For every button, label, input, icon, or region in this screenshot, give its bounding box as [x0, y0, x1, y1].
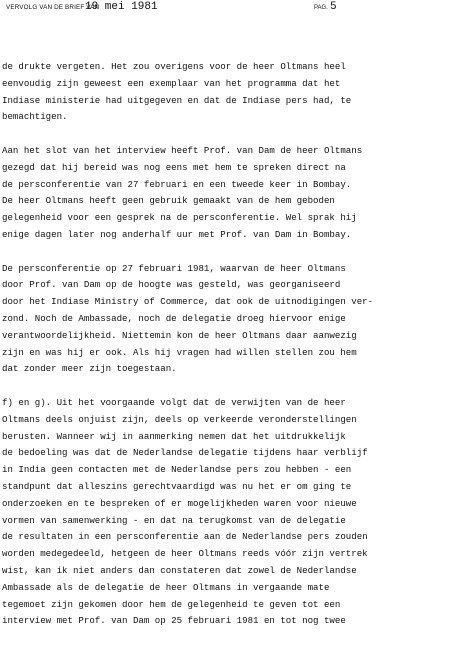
letter-body — [2, 59, 468, 647]
text-line: bemachtigen. — [2, 111, 68, 123]
text-line: door het Indiase Ministry of Commerce, dat ook de uitnodigingen ver- — [2, 296, 374, 308]
continuation-label: VERVOLG VAN DE BRIEF VAN — [6, 4, 100, 11]
text-line: tegemoet zijn gekomen door hem de gelegenheid te geven tot een — [2, 598, 341, 610]
text-line: f) en g). Uit het voorgaande volgt dat de verwijten van de heer — [2, 396, 346, 408]
text-line: verantwoordelijkheid. Niettemin kon de heer Oltmans daar aanwezig — [2, 329, 357, 341]
text-line: onderzoeken en te bespreken of er mogelijkheden waren voor nieuwe — [2, 497, 357, 509]
text-line: vormen van samenwerking - en dat na terugkomst van de delegatie — [2, 514, 346, 526]
text-line: Aan het slot van het interview heeft Prof. van Dam de heer Oltmans — [2, 144, 363, 156]
page-header — [6, 2, 464, 16]
text-line: Ambassade als de delegatie de heer Oltmans in vergaande mate — [2, 581, 330, 593]
text-line: zijn en was hij er ook. Als hij vragen had willen stellen zou hem — [2, 346, 357, 358]
paragraph-interview-close — [2, 143, 468, 244]
text-line: eenvoudig zijn geweest een exemplaar van het programma dat het — [2, 77, 341, 89]
text-line: berusten. Wanneer wij in aanmerking nemen dat het uitdrukkelijk — [2, 430, 346, 442]
text-line: wist, kan ik niet anders dan constateren dat zowel de Nederlandse — [2, 564, 357, 576]
text-line: Oltmans deels onjuist zijn, deels op verkeerde veronderstellingen — [2, 413, 357, 425]
letter-date: 19 mei 1981 — [85, 1, 158, 13]
text-line: de bedoeling was dat de Nederlandse delegatie tijdens haar verblijf — [2, 447, 368, 459]
text-line: zond. Noch de Ambassade, noch de delegatie droeg hiervoor enige — [2, 312, 346, 324]
text-line: De heer Oltmans heeft geen gebruik gemaakt van de hem geboden — [2, 195, 335, 207]
text-line: De persconferentie op 27 februari 1981, waarvan de heer Oltmans — [2, 262, 346, 274]
text-line: dat zonder meer zijn toegestaan. — [2, 363, 177, 375]
page-number: 5 — [330, 1, 337, 13]
text-line: standpunt dat alleszins gerechtvaardigd was nu het er om ging te — [2, 480, 352, 492]
text-line: worden medegedeeld, hetgeen de heer Oltmans reeds vóór zijn vertrek — [2, 548, 368, 560]
text-line: gezegd dat hij bereid was nog eens met hem te spreken direct na — [2, 161, 346, 173]
paragraph-press-conference — [2, 261, 468, 379]
page-label: PAG. — [314, 5, 328, 11]
text-line: enige dagen later nog anderhalf uur met Prof. van Dam in Bombay. — [2, 228, 352, 240]
text-line: de drukte vergeten. Het zou overigens voor de heer Oltmans heel — [2, 61, 346, 72]
text-line: interview met Prof. van Dam op 25 februari 1981 en tot nog twee — [2, 615, 346, 627]
text-line: in India geen contacten met de Nederlandse pers zou hebben - een — [2, 464, 352, 476]
text-line: door Prof. van Dam op de hoogte was gesteld, was georganiseerd — [2, 279, 341, 291]
paragraph-press-program — [2, 59, 468, 126]
text-line: Indiase ministerie had uitgegeven en dat de Indiase pers had, te — [2, 94, 352, 106]
paragraph-conclusion — [2, 395, 468, 630]
text-line: de resultaten in een persconferentie aan de Nederlandse pers zouden — [2, 531, 368, 543]
text-line: gelegenheid voor een gesprek na de persconferentie. Wel sprak hij — [2, 212, 357, 224]
text-line: de persconferentie van 27 februari en een tweede keer in Bombay. — [2, 178, 352, 190]
